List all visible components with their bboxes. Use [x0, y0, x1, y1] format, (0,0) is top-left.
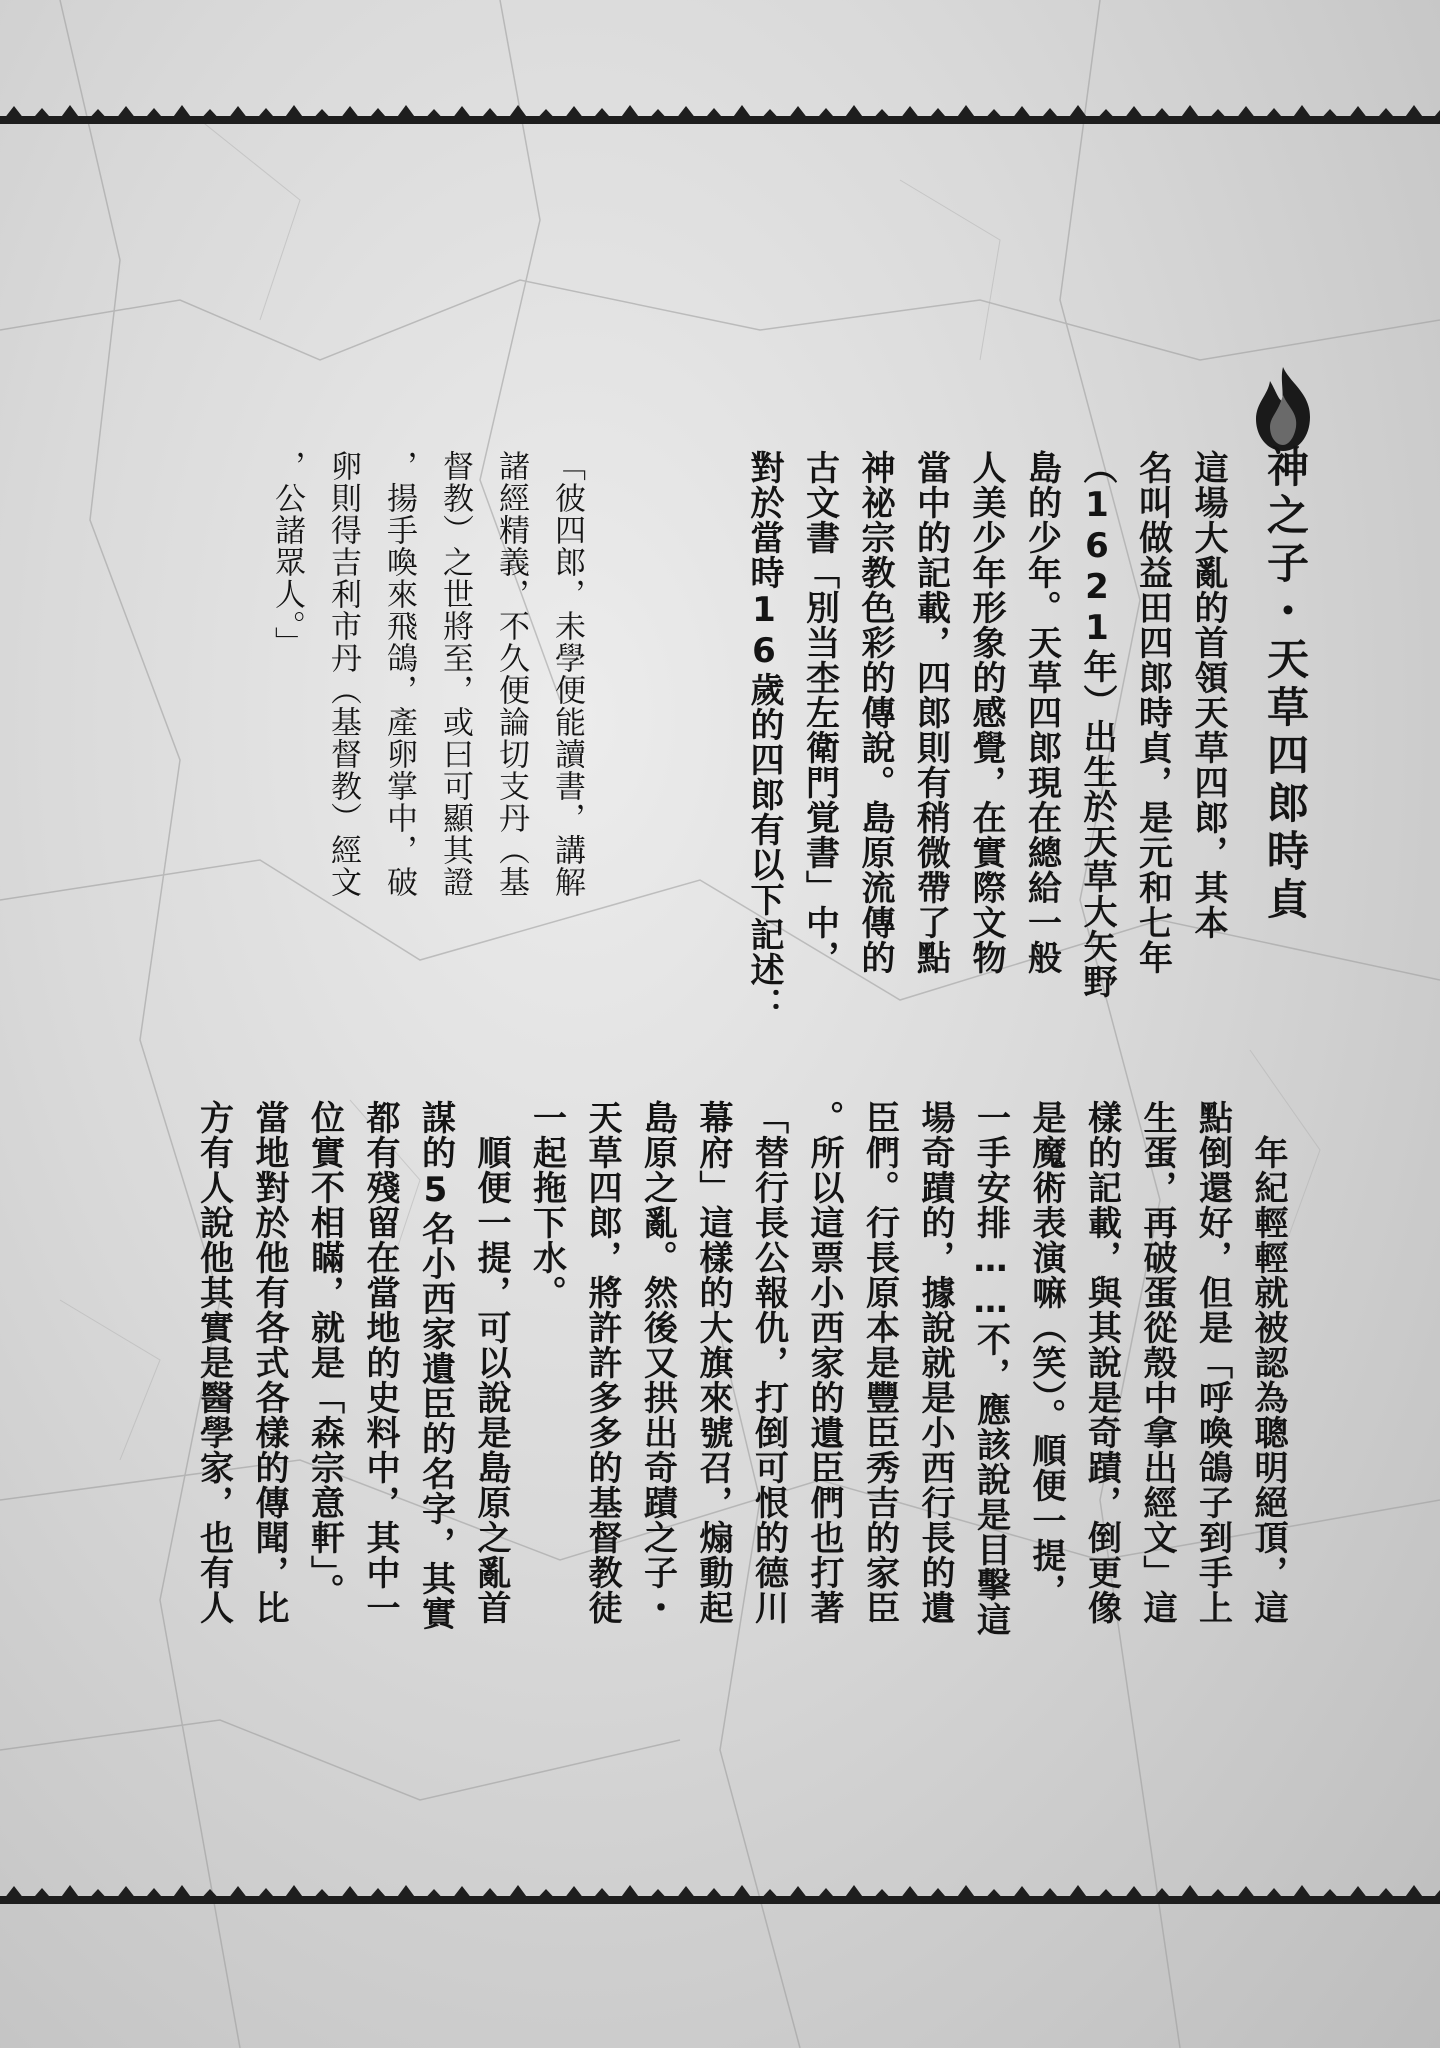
- flame-icon: [1248, 365, 1318, 455]
- paragraph-continuation: 年紀輕輕就被認為聰明絕頂，這 點倒還好，但是「呼喚鴿子到手上 生蛋，再破蛋從殼中拿出經文」這 樣的記載，與其說是奇蹟，倒更像 是魔術表演嘛（笑）。順便一提， 一手安排……不，應該說是目擊這 場奇蹟的，據說就是小西行長的遺 臣們。行長原本是豐臣秀吉的家臣 。所以這票小西家的遺臣們也打著 「替行長公報仇，打倒可恨的德川 幕府」這樣的大旗來號召，煽動起 島原之亂。然後又拱出奇蹟之子・ 天草四郎，將許許多多的基督教徒 一起拖下水。 順便一提，可以說是島原之亂首 謀的5名小西家遺臣的名字，其實 都有殘留在當地的史料中，其中一 位實不相瞞，就是「森宗意軒」。 當地對於他有各式各樣的傳聞，比 方有人說他其實是醫學家，也有人: [193, 1100, 1288, 1637]
- bottom-border-ornament: [0, 1880, 1440, 1920]
- paragraph-intro: 這場大亂的首領天草四郎，其本 名叫做益田四郎時貞，是元和七年 （1621年）出生於天草大矢野 島的少年。天草四郎現在總給一般 人美少年形象的感覺，在實際文物 當中的記載，四郎則有稍微帶了點 神祕宗教色彩的傳說。島原流傳的 古文書「別当杢左衛門覚書」中， 對於當時16歲的四郎有以下記述：: [744, 450, 1228, 1022]
- section-heading: 神之子・天草四郎時貞: [1261, 445, 1310, 925]
- top-border-ornament: [0, 100, 1440, 140]
- quote-block: 「彼四郎，未學便能讀書，講解 諸經精義，不久便論切支丹（基 督教）之世將至，或曰可顯其證 ，揚手喚來飛鴿，產卵掌中，破 卵則得吉利市丹（基督教）經文 ，公諸眾人。」: [269, 450, 585, 898]
